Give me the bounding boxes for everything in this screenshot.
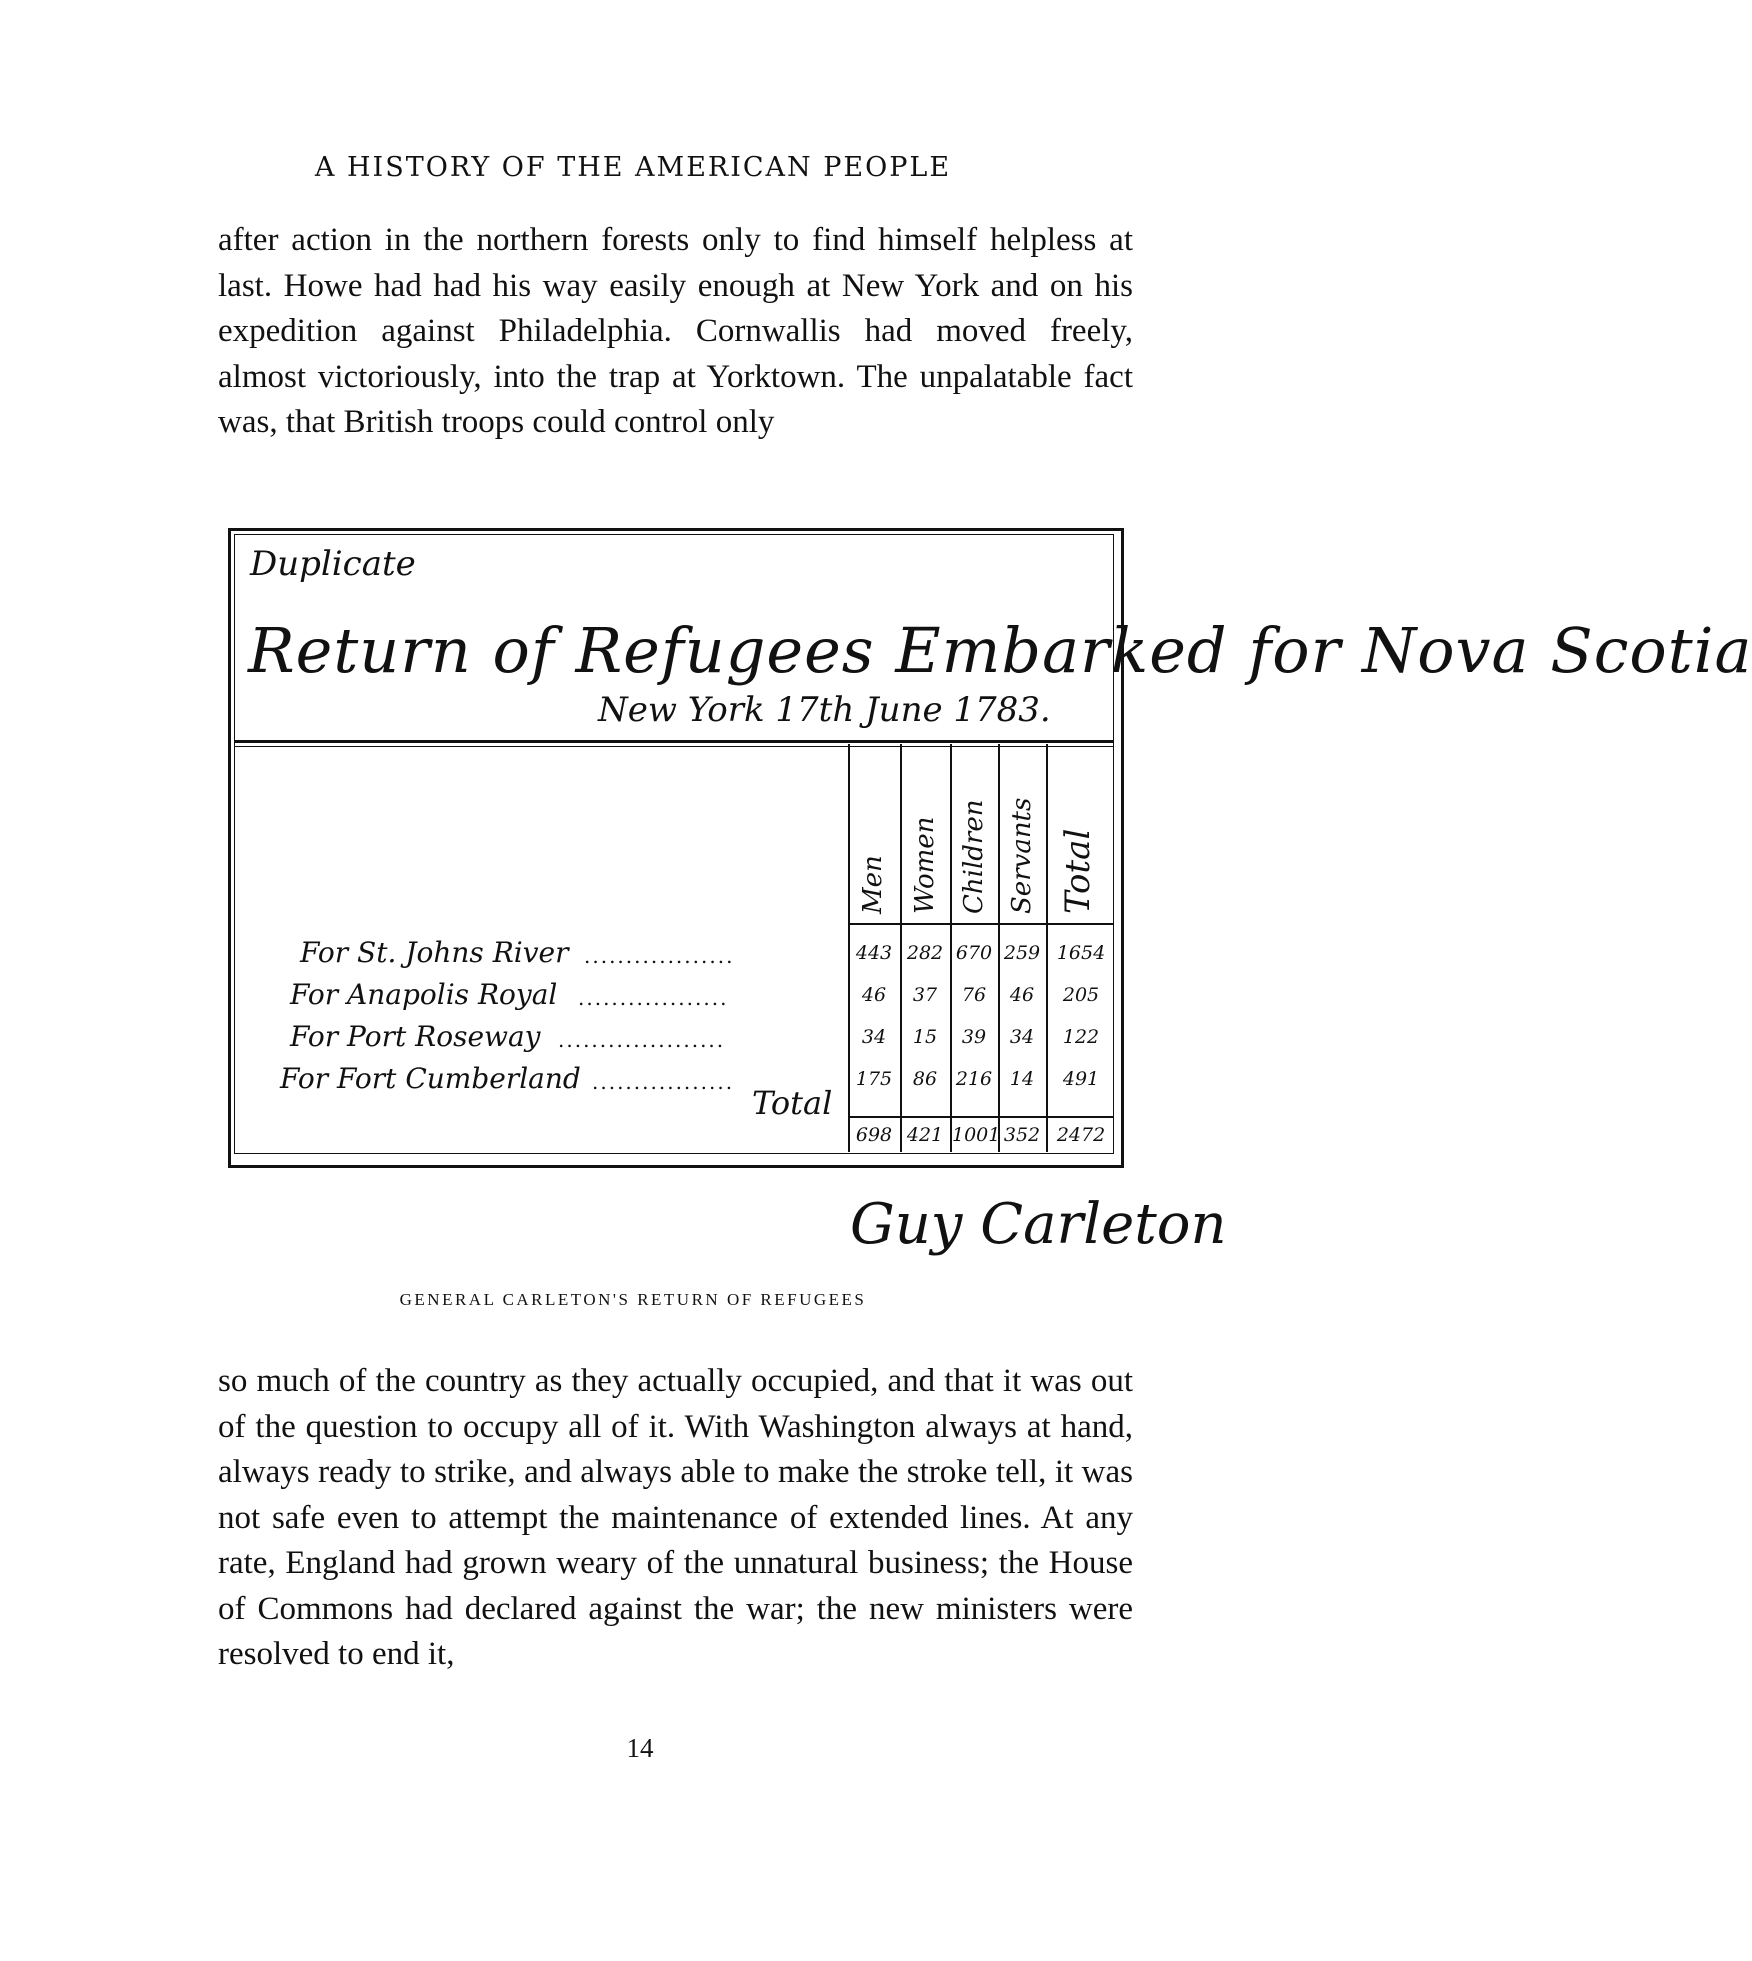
- column-rule: [848, 744, 850, 1152]
- signature: Guy Carleton: [850, 1192, 1227, 1257]
- table-cell: 491: [1062, 1068, 1100, 1090]
- total-cell: 352: [1003, 1124, 1041, 1146]
- column-header-servants: Servants: [1007, 797, 1037, 914]
- row-label: For Anapolis Royal: [290, 978, 558, 1011]
- table-cell: 76: [961, 984, 987, 1006]
- duplicate-heading: Duplicate: [250, 544, 416, 584]
- table-cell: 37: [912, 984, 938, 1006]
- dateline: New York 17th June 1783.: [598, 690, 1051, 730]
- figure-caption: GENERAL CARLETON'S RETURN OF REFUGEES: [399, 1290, 867, 1309]
- column-rule: [900, 744, 902, 1152]
- row-label: For St. Johns River: [300, 936, 569, 969]
- title-divider: [234, 740, 1114, 743]
- leader-dots: .................: [592, 1070, 735, 1094]
- paragraph-top: after action in the northern forests only to find himself helpless at last. Howe had had his way easily enough at New York and on his expedition against Philadelphia. Cornwallis had moved freely, almost victoriously, into the trap at Yorktown. The unpalatable fact was, that British troops could control only: [218, 222, 1133, 440]
- table-cell: 34: [1009, 1026, 1035, 1048]
- page-number: 14: [626, 1733, 654, 1763]
- total-cell: 1001: [952, 1124, 1001, 1146]
- running-head: A HISTORY OF THE AMERICAN PEOPLE: [314, 152, 952, 183]
- table-cell: 205: [1062, 984, 1100, 1006]
- table-cell: 86: [912, 1068, 938, 1090]
- table-cell: 39: [961, 1026, 987, 1048]
- table-cell: 259: [1003, 942, 1041, 964]
- total-rule: [848, 1116, 1114, 1118]
- total-label: Total: [752, 1084, 833, 1122]
- row-label: For Port Roseway: [290, 1020, 541, 1053]
- table-cell: 282: [906, 942, 944, 964]
- table-cell: 46: [861, 984, 887, 1006]
- column-header-women: Women: [910, 816, 940, 914]
- facsimile-figure: [228, 528, 1752, 1168]
- header-rule: [848, 923, 1114, 925]
- column-header-children: Children: [959, 799, 989, 914]
- table-cell: 443: [855, 942, 893, 964]
- leader-dots: ..................: [584, 944, 735, 968]
- paragraph-bottom: so much of the country as they actually occupied, and that it was out of the question to occupy all of it. With Washington always at hand, always ready to strike, and always able to make the stroke tell, it was not safe even to attempt the maintenance of extended lines. At any rate, England had grown weary of the unnatural business; the House of Commons had declared against the war; the new ministers were resolved to end it,: [218, 1363, 1133, 1672]
- total-cell: 698: [855, 1124, 893, 1146]
- title-divider-thin: [234, 746, 1114, 747]
- return-title: Return of Refugees Embarked for Nova Scotia: [248, 614, 1752, 687]
- leader-dots: ....................: [558, 1028, 726, 1052]
- total-cell: 421: [906, 1124, 944, 1146]
- column-header-men: Men: [858, 855, 888, 914]
- table-cell: 15: [912, 1026, 938, 1048]
- table-cell: 122: [1062, 1026, 1100, 1048]
- column-header-total: Total: [1058, 828, 1098, 914]
- table-cell: 46: [1009, 984, 1035, 1006]
- table-cell: 216: [955, 1068, 993, 1090]
- table-cell: 34: [861, 1026, 887, 1048]
- total-cell: 2472: [1056, 1124, 1106, 1146]
- column-rule: [1046, 744, 1048, 1152]
- table-cell: 1654: [1056, 942, 1106, 964]
- row-label: For Fort Cumberland: [280, 1062, 581, 1095]
- table-cell: 175: [855, 1068, 893, 1090]
- table-cell: 14: [1009, 1068, 1035, 1090]
- leader-dots: ..................: [578, 986, 729, 1010]
- table-cell: 670: [955, 942, 993, 964]
